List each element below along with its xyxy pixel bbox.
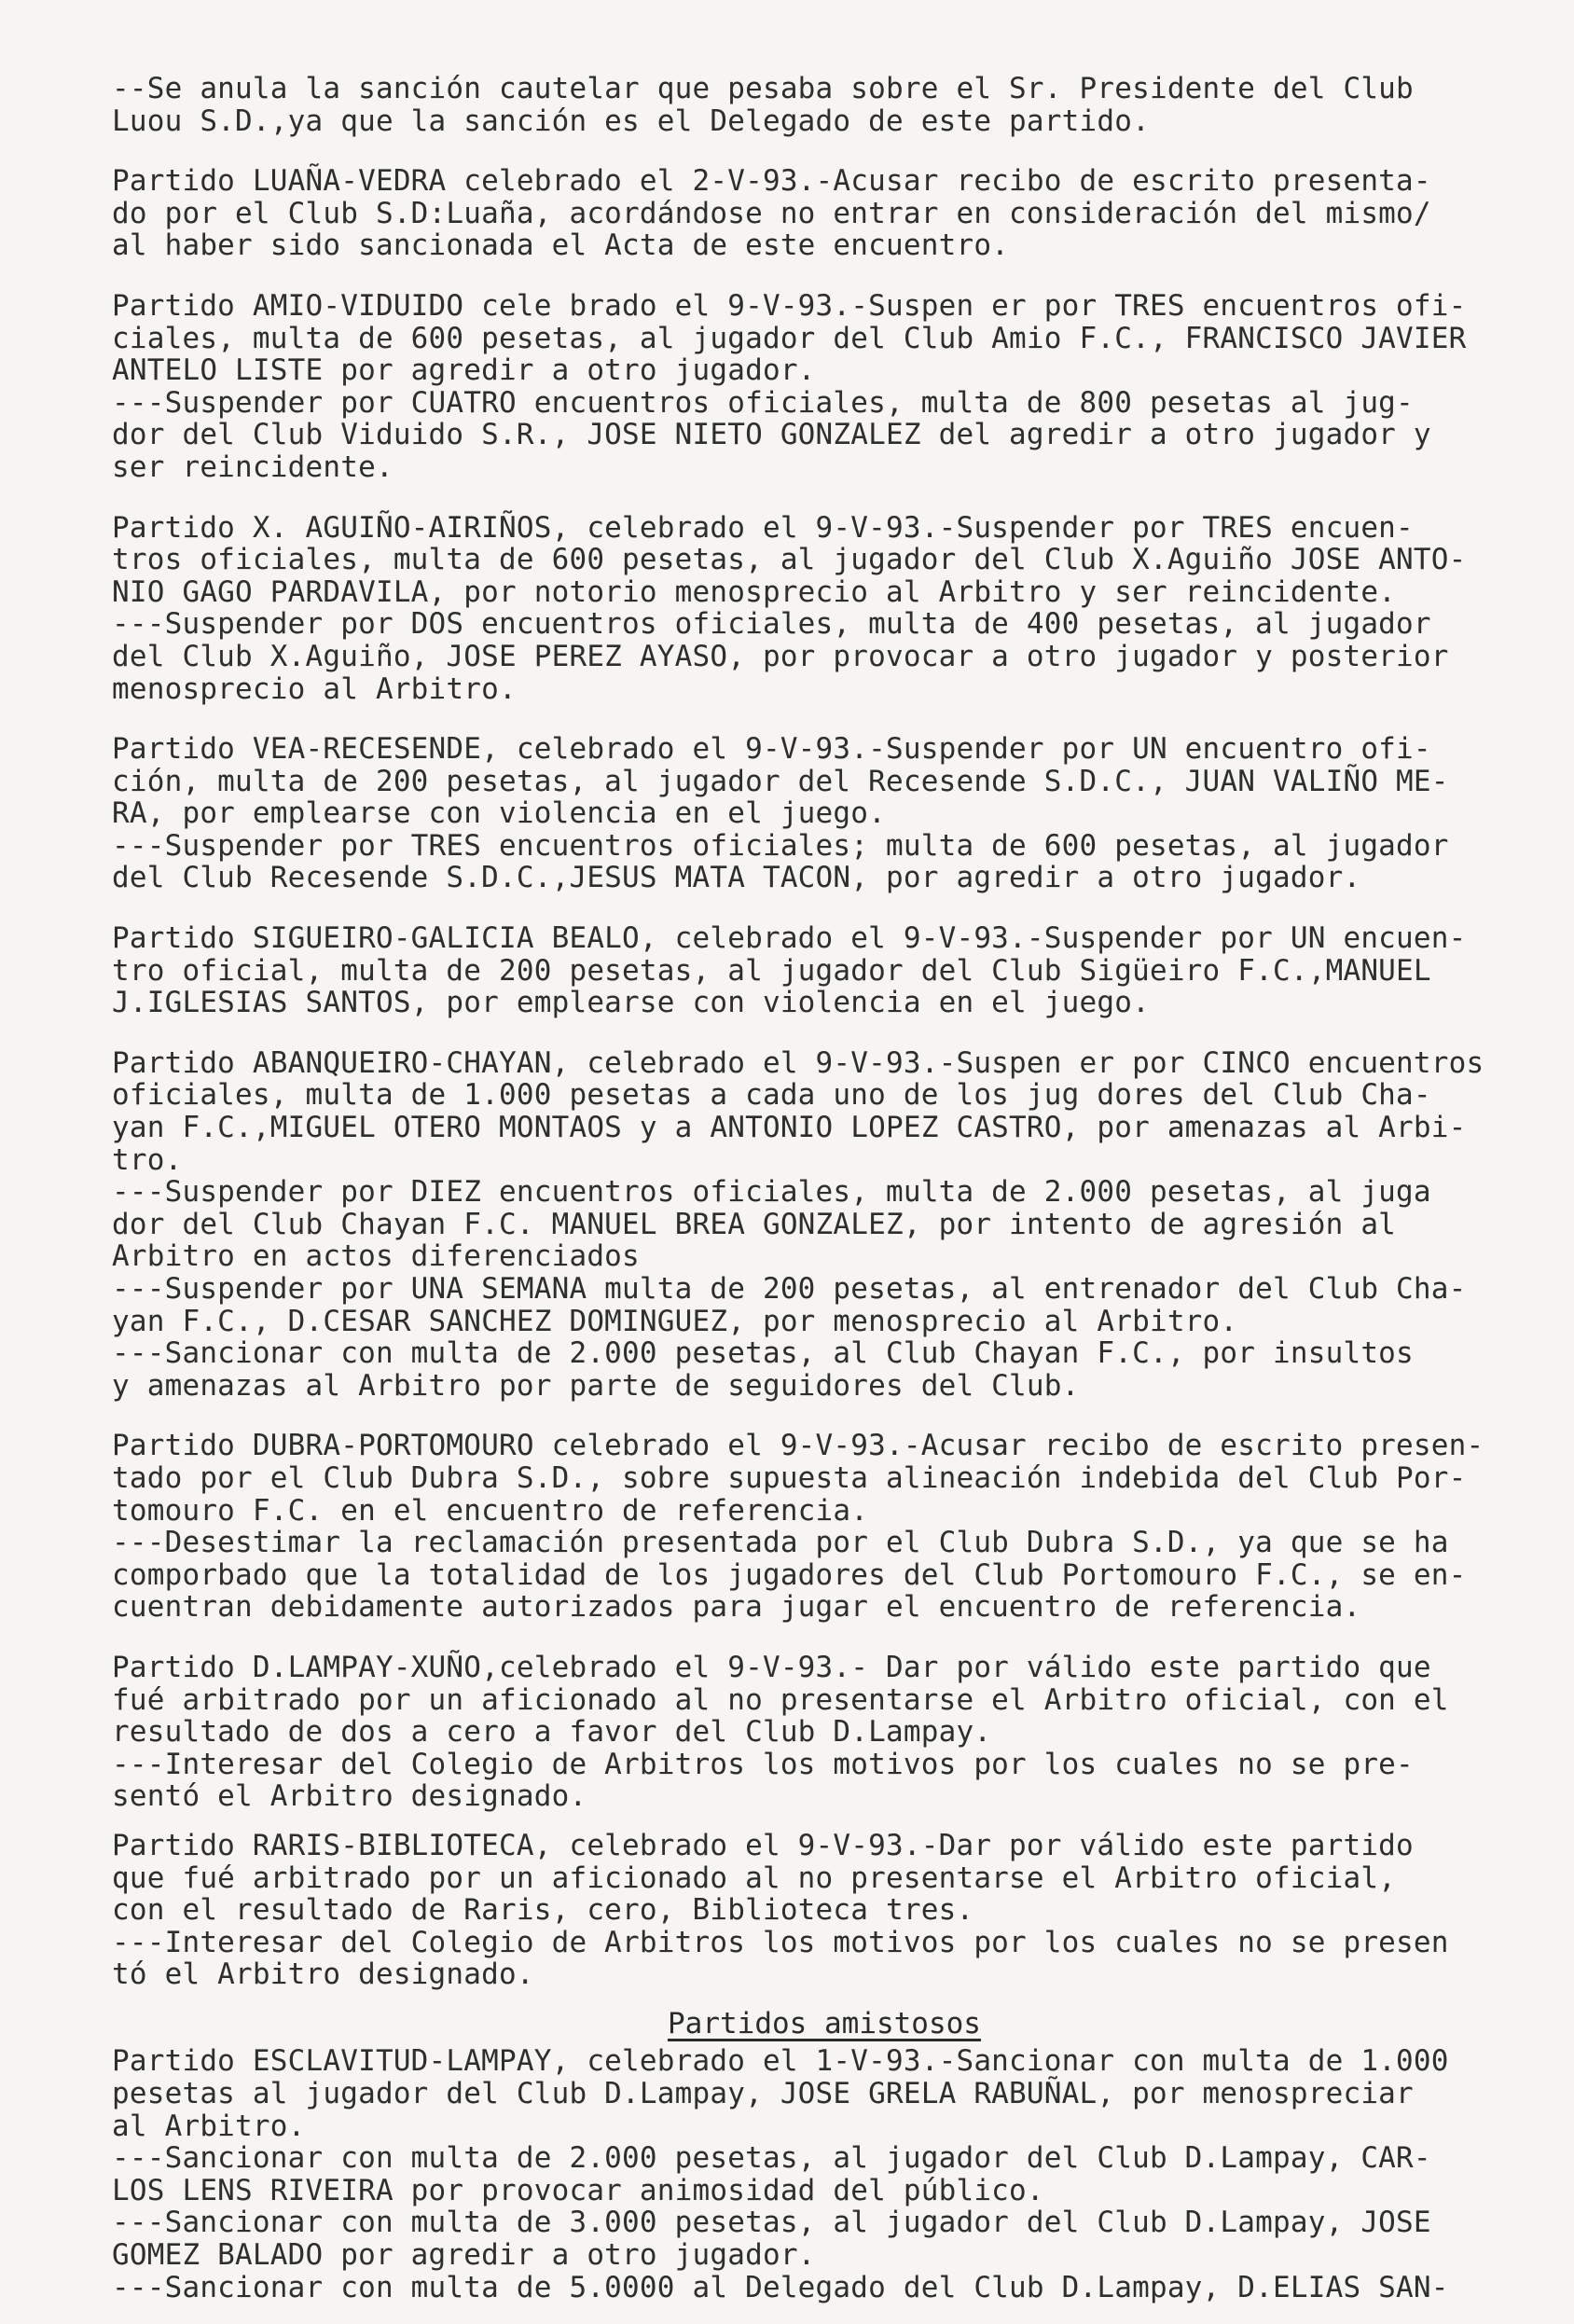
text-line: tado por el Club Dubra S.D., sobre supuesta alineación indebida del Club Por- bbox=[112, 1460, 1467, 1495]
section-heading-text: Partidos amistosos bbox=[668, 2006, 981, 2040]
text-line: ---Suspender por TRES encuentros oficiales; multa de 600 pesetas, al jugador bbox=[112, 828, 1449, 863]
text-line: Partido DUBRA-PORTOMOURO celebrado el 9-V-93.-Acusar recibo de escrito presen- bbox=[112, 1429, 1484, 1463]
paragraph-lampay-xuno bbox=[112, 1652, 1537, 1813]
text-line: comporbado que la totalidad de los jugadores del Club Portomouro F.C., se en- bbox=[112, 1557, 1467, 1592]
text-line: menosprecio al Arbitro. bbox=[112, 671, 517, 706]
text-line: cuentran debidamente autorizados para jugar el encuentro de referencia. bbox=[112, 1590, 1361, 1625]
text-line: Partido SIGUEIRO-GALICIA BEALO, celebrado el 9-V-93.-Suspender por UN encuen- bbox=[112, 921, 1467, 956]
paragraph-dubra-portomouro bbox=[112, 1430, 1537, 1624]
text-line: al Arbitro. bbox=[112, 2109, 306, 2143]
text-line: al haber sido sancionada el Acta de este encuentro. bbox=[112, 228, 1010, 263]
text-line: Luou S.D.,ya que la sanción es el Delegado de este partido. bbox=[112, 104, 1150, 138]
text-line: Partido AMIO-VIDUIDO cele brado el 9-V-93.-Suspen er por TRES encuentros ofi- bbox=[112, 288, 1467, 323]
text-line: yan F.C.,MIGUEL OTERO MONTAOS y a ANTONIO LOPEZ CASTRO, por amenazas al Arbi- bbox=[112, 1111, 1467, 1145]
paragraph-aguino-airinos bbox=[112, 512, 1537, 706]
text-line: tó el Arbitro designado. bbox=[112, 1957, 534, 1992]
text-line: sentó el Arbitro designado. bbox=[112, 1779, 587, 1814]
text-line: Partido ESCLAVITUD-LAMPAY, celebrado el 1-V-93.-Sancionar con multa de 1.000 bbox=[112, 2044, 1449, 2079]
text-line: tomouro F.C. en el encuentro de referencia. bbox=[112, 1493, 869, 1528]
text-line: yan F.C., D.CESAR SANCHEZ DOMINGUEZ, por menosprecio al Arbitro. bbox=[112, 1304, 1238, 1338]
paragraph-sigueiro-galicia bbox=[112, 922, 1537, 1019]
text-line: do por el Club S.D:Luaña, acordándose no entrar en consideración del mismo/ bbox=[112, 196, 1431, 230]
text-line: ción, multa de 200 pesetas, al jugador del Recesende S.D.C., JUAN VALIÑO ME- bbox=[112, 764, 1449, 798]
section-heading bbox=[112, 2008, 1537, 2040]
text-line: fué arbitrado por un aficionado al no presentarse el Arbitro oficial, con el bbox=[112, 1682, 1449, 1717]
text-line: Partido D.LAMPAY-XUÑO,celebrado el 9-V-93.- Dar por válido este partido que bbox=[112, 1650, 1431, 1684]
text-line: Partido LUAÑA-VEDRA celebrado el 2-V-93.-Acusar recibo de escrito presenta- bbox=[112, 164, 1431, 199]
text-line: ANTELO LISTE por agredir a otro jugador. bbox=[112, 353, 816, 388]
text-line: tro oficial, multa de 200 pesetas, al jugador del Club Sigüeiro F.C.,MANUEL bbox=[112, 953, 1431, 988]
text-line: que fué arbitrado por un aficionado al no presentarse el Arbitro oficial, bbox=[112, 1861, 1397, 1895]
paragraph-raris-biblioteca bbox=[112, 1830, 1537, 1991]
paragraph-luana-vedra bbox=[112, 165, 1537, 262]
text-line: ---Suspender por DIEZ encuentros oficiales, multa de 2.000 pesetas, al juga bbox=[112, 1175, 1431, 1210]
text-line: NIO GAGO PARDAVILA, por notorio menosprecio al Arbitro y ser reincidente. bbox=[112, 574, 1397, 609]
text-line: ---Suspender por UNA SEMANA multa de 200 pesetas, al entrenador del Club Cha- bbox=[112, 1272, 1467, 1306]
text-line: Partido VEA-RECESENDE, celebrado el 9-V-93.-Suspender por UN encuentro ofi- bbox=[112, 732, 1431, 767]
paragraph-abanqueiro-chayan bbox=[112, 1047, 1537, 1403]
text-line: J.IGLESIAS SANTOS, por emplearse con violencia en el juego. bbox=[112, 986, 1150, 1020]
text-line: Partido X. AGUIÑO-AIRIÑOS, celebrado el 9-V-93.-Suspender por TRES encuen- bbox=[112, 510, 1414, 545]
text-line: ---Interesar del Colegio de Arbitros los motivos por los cuales no se pre- bbox=[112, 1747, 1414, 1781]
text-line: tro. bbox=[112, 1142, 183, 1177]
paragraph-vea-recesende bbox=[112, 733, 1537, 894]
text-line: con el resultado de Raris, cero, Biblioteca tres. bbox=[112, 1893, 974, 1928]
text-line: dor del Club Viduido S.R., JOSE NIETO GONZALEZ del agredir a otro jugador y bbox=[112, 418, 1431, 452]
text-line: pesetas al jugador del Club D.Lampay, JOSE GRELA RABUÑAL, por menospreciar bbox=[112, 2077, 1414, 2111]
text-line: dor del Club Chayan F.C. MANUEL BREA GONZALEZ, por intento de agresión al bbox=[112, 1207, 1397, 1241]
text-line: ---Suspender por DOS encuentros oficiales, multa de 400 pesetas, al jugador bbox=[112, 607, 1431, 642]
text-line: ---Desestimar la reclamación presentada por el Club Dubra S.D., ya que se ha bbox=[112, 1526, 1449, 1560]
text-line: resultado de dos a cero a favor del Club D.Lampay. bbox=[112, 1715, 992, 1750]
text-line: Arbitro en actos diferenciados bbox=[112, 1239, 640, 1274]
paragraph-amio-viduido bbox=[112, 290, 1537, 484]
text-line: ---Sancionar con multa de 3.000 pesetas, al jugador del Club D.Lampay, JOSE bbox=[112, 2206, 1431, 2240]
text-line: Partido ABANQUEIRO-CHAYAN, celebrado el 9-V-93.-Suspen er por CINCO encuentros bbox=[112, 1045, 1484, 1080]
text-line: del Club X.Aguiño, JOSE PEREZ AYASO, por provocar a otro jugador y posterior bbox=[112, 639, 1449, 673]
text-line: --Se anula la sanción cautelar que pesaba sobre el Sr. Presidente del Club bbox=[112, 72, 1414, 105]
text-line: Partido RARIS-BIBLIOTECA, celebrado el 9-V-93.-Dar por válido este partido bbox=[112, 1828, 1414, 1862]
text-line: LOS LENS RIVEIRA por provocar animosidad del público. bbox=[112, 2173, 1044, 2207]
paragraph-esclavitud-lampay bbox=[112, 2045, 1537, 2303]
text-line: tros oficiales, multa de 600 pesetas, al jugador del Club X.Aguiño JOSE ANTO- bbox=[112, 543, 1467, 577]
text-line: RA, por emplearse con violencia en el juego. bbox=[112, 796, 886, 831]
text-line: ciales, multa de 600 pesetas, al jugador del Club Amio F.C., FRANCISCO JAVIER bbox=[112, 321, 1467, 355]
text-line: ser reincidente. bbox=[112, 450, 394, 484]
text-line: ---Sancionar con multa de 5.0000 al Delegado del Club D.Lampay, D.ELIAS SAN- bbox=[112, 2270, 1449, 2304]
text-line: ---Sancionar con multa de 2.000 pesetas, al Club Chayan F.C., por insultos bbox=[112, 1336, 1414, 1371]
text-line: GOMEZ BALADO por agredir a otro jugador. bbox=[112, 2238, 816, 2273]
text-line: oficiales, multa de 1.000 pesetas a cada uno de los jug dores del Club Cha- bbox=[112, 1078, 1431, 1113]
paragraph-luou-sanction bbox=[112, 73, 1537, 137]
text-line: ---Interesar del Colegio de Arbitros los motivos por los cuales no se presen bbox=[112, 1925, 1449, 1959]
text-line: del Club Recesende S.D.C.,JESUS MATA TACON, por agredir a otro jugador. bbox=[112, 861, 1361, 895]
text-line: y amenazas al Arbitro por parte de seguidores del Club. bbox=[112, 1368, 1080, 1403]
text-line: ---Suspender por CUATRO encuentros oficiales, multa de 800 pesetas al jug- bbox=[112, 385, 1414, 420]
text-line: ---Sancionar con multa de 2.000 pesetas, al jugador del Club D.Lampay, CAR- bbox=[112, 2141, 1431, 2176]
